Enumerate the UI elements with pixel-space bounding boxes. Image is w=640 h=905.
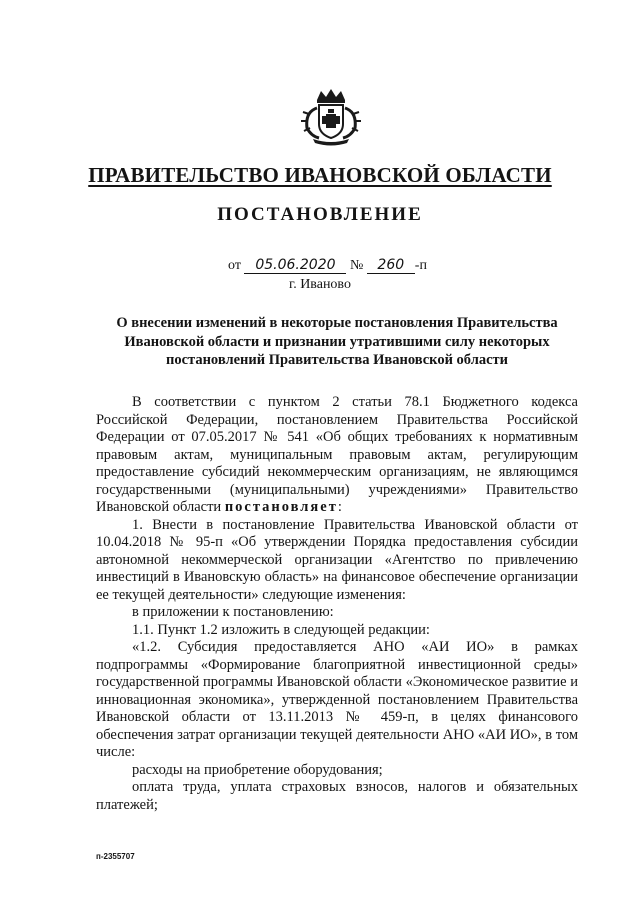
paragraph-3: 1.1. Пункт 1.2 изложить в следующей редакции: xyxy=(132,621,430,638)
government-title: ПРАВИТЕЛЬСТВО ИВАНОВСКОЙ ОБЛАСТИ xyxy=(88,163,552,187)
paragraph-4: «1.2. Субсидия предоставляется АНО «АИ ИО» в рамках подпрограммы «Формирование благоприятной инвестиционной среды» государственной программы Ивановской области «Экономическое развитие и инновационная экономика», утвержденной постановлением Правительства Ивановской области от 13.11.2013 № 459-п, в целях финансового обеспечения затрат организации текущей деятельности АНО «АИ ИО», в том числе: xyxy=(96,639,578,760)
number-suffix: -п xyxy=(414,258,427,273)
number-sign: № xyxy=(349,258,364,273)
ivanovo-coat-of-arms-icon xyxy=(295,88,367,146)
decree-colon: : xyxy=(337,499,342,515)
city: г. Иваново xyxy=(289,277,351,292)
document-number: 260 xyxy=(367,257,415,274)
document-subject: О внесении изменений в некоторые постановления Правительства Ивановской области и признании утратившими силу некоторых постановлений Правительства Ивановской области xyxy=(116,315,558,368)
paragraph-6: оплата труда, уплата страховых взносов, налогов и обязательных платежей; xyxy=(96,779,578,813)
document-type: ПОСТАНОВЛЕНИЕ xyxy=(217,204,423,225)
date-number-line xyxy=(228,257,427,274)
date-prefix: от xyxy=(228,258,241,273)
document-date: 05.06.2020 xyxy=(244,257,346,274)
intro-paragraph xyxy=(96,394,578,517)
paragraph-1: 1. Внести в постановление Правительства Ивановской области от 10.04.2018 № 95-п «Об утверждении Порядка предоставления субсидии автономной некоммерческой организации «Агентство по привлечению инвестиций в Ивановскую область» на финансовое обеспечение организации ее текущей деятельности» следующие изменения: xyxy=(96,516,578,603)
paragraph-5: расходы на приобретение оборудования; xyxy=(132,761,383,778)
paragraph-2: в приложении к постановлению: xyxy=(132,604,334,620)
intro-text: В соответствии с пунктом 2 статьи 78.1 Бюджетного кодекса Российской Федерации, постановлением Правительства Российской Федерации от 07.05.2017 № 541 «Об общих требованиях к нормативным правовым актам, муниципальным правовым актам, регулирующим предоставление субсидий некоммерческим организациям, не являющимся государственными (муниципальными) учреждениями» Правительство Ивановской области xyxy=(96,394,578,515)
document-code: п-2355707 xyxy=(96,852,135,861)
decree-word: постановляет xyxy=(224,499,338,515)
document-body xyxy=(96,394,578,814)
